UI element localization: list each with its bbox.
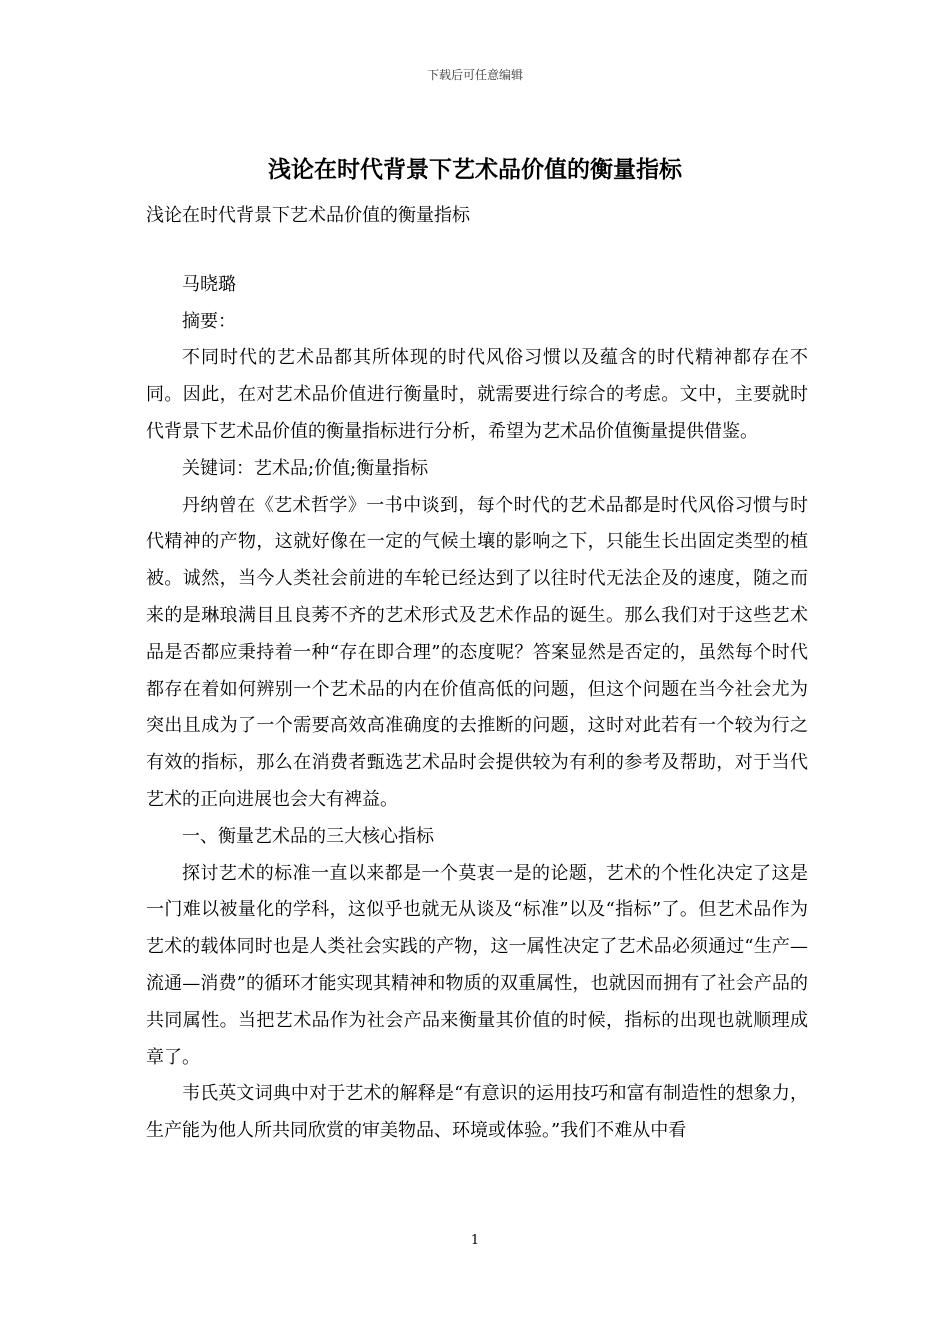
abstract-paragraph: 不同时代的艺术品都其所体现的时代风俗习惯以及蕴含的时代精神都存在不同。因此，在对艺术品价值进行衡量时，就需要进行综合的考虑。文中，主要就时代背景下艺术品价值的衡量指标进行分析，希望为艺术品价值衡量提供借鉴。 [146,347,808,442]
keywords: 关键词：艺术品;价值;衡量指标 [182,457,429,479]
author: 马晓璐 [182,273,236,295]
abstract-label: 摘要： [182,310,236,332]
subtitle: 浅论在时代背景下艺术品价值的衡量指标 [146,205,470,226]
body-paragraph-3: 韦氏英文词典中对于艺术的解释是“有意识的运用技巧和富有制造性的想象力，生产能为他人所共同欣赏的审美物品、环境或体验。”我们不难从中看 [146,1083,808,1142]
section-heading: 一、衡量艺术品的三大核心指标 [182,825,434,847]
document-title: 浅论在时代背景下艺术品价值的衡量指标 [268,156,682,183]
document-body [146,198,808,1150]
spacer [146,235,808,267]
body-paragraph-2: 探讨艺术的标准一直以来都是一个莫衷一是的论题，艺术的个性化决定了这是一门难以被量化的学科，这似乎也就无从谈及“标准”以及“指标”了。但艺术品作为艺术的载体同时也是人类社会实践的产物，这一属性决定了艺术品必须通过“生产—流通—消费”的循环才能实现其精神和物质的双重属性，也就因而拥有了社会产品的共同属性。当把艺术品作为社会产品来衡量其价值的时候，指标的出现也就顺理成章了。 [146,862,808,1068]
page-number: 1 [470,1233,480,1248]
header-note: 下载后可任意编辑 [426,68,523,82]
body-paragraph-1: 丹纳曾在《艺术哲学》一书中谈到，每个时代的艺术品都是时代风俗习惯与时代精神的产物，这就好像在一定的气候土壤的影响之下，只能生长出固定类型的植被。诚然，当今人类社会前进的车轮已经达到了以往时代无法企及的速度，随之而来的是琳琅满目且良莠不齐的艺术形式及艺术作品的诞生。那么我们对于这些艺术品是否都应秉持着一种“存在即合理”的态度呢？答案显然是否定的，虽然每个时代都存在着如何辨别一个艺术品的内在价值高低的问题，但这个问题在当今社会尤为突出且成为了一个需要高效高准确度的去推断的问题，这时对此若有一个较为行之有效的指标，那么在消费者甄选艺术品时会提供较为有利的参考及帮助，对于当代艺术的正向进展也会大有裨益。 [146,494,808,810]
